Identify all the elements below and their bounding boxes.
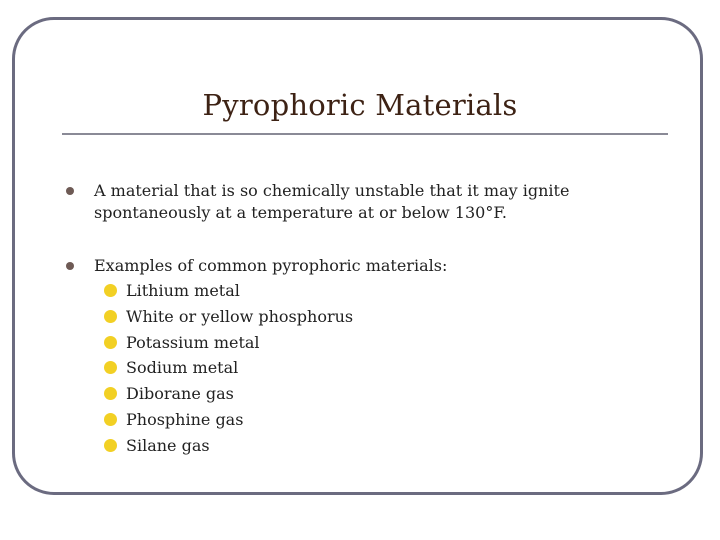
list-item (104, 409, 504, 435)
example-label: Silane gas (126, 435, 210, 455)
slide-title: Pyrophoric Materials (202, 88, 518, 122)
sub-bullet-icon (104, 413, 117, 426)
sub-bullet-icon (104, 387, 117, 400)
bullet-text: Examples of common pyrophoric materials: (94, 256, 448, 275)
sub-bullet-icon (104, 361, 117, 374)
example-label: Lithium metal (126, 281, 240, 300)
list-item (104, 280, 504, 306)
bullet-icon (66, 187, 74, 195)
list-item (104, 383, 504, 409)
list-item (104, 357, 504, 383)
sub-bullet-icon (104, 284, 117, 297)
list-item (104, 435, 504, 461)
example-label: Phosphine gas (126, 409, 244, 429)
example-label: White or yellow phosphorus (126, 306, 354, 326)
list-item (104, 306, 504, 332)
sub-bullet-icon (104, 310, 117, 323)
sub-bullet-icon (104, 439, 117, 452)
example-label: Sodium metal (126, 358, 239, 378)
example-label: Potassium metal (126, 332, 260, 352)
examples-list (104, 280, 504, 461)
list-item (104, 332, 504, 358)
bullet-icon (66, 262, 74, 270)
sub-bullet-icon (104, 336, 117, 349)
bullet-text: A material that is so chemically unstable that it may ignite spontaneously at a temperature at or below 130°F. (94, 181, 570, 222)
example-label: Diborane gas (126, 384, 234, 404)
